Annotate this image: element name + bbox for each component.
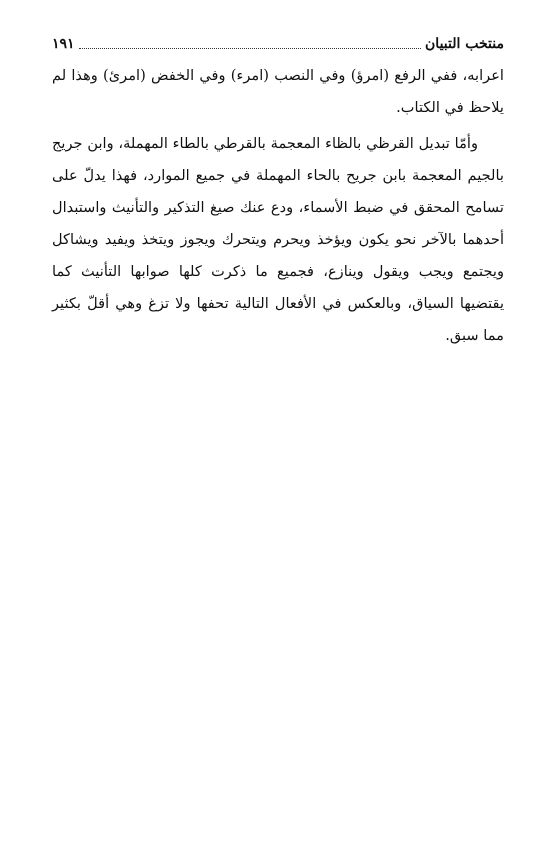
page-number: ١٩١: [52, 36, 75, 52]
running-title: منتخب التبيان: [425, 36, 504, 52]
book-page: [52, 30, 504, 352]
body-text: [52, 60, 504, 352]
paragraph-1: اعرابه، ففي الرفع (امرؤ) وفي النصب (امرء) وفي الخفض (امرئ) وهذا لم يلاحظ في الكتاب.: [52, 67, 504, 116]
dotted-leader: [79, 48, 421, 49]
paragraph-2: وأمّا تبديل القرظي بالظاء المعجمة بالقرطي بالطاء المهملة، وابن جريج بالجيم المعجمة بابن جريح بالحاء المهملة في جميع الموارد، فهذا يدلّ على تسامح المحقق في ضبط الأسماء، ودع عنك صيغ التذكير والتأنيث واستبدال أحدهما بالآخر نحو يكون ويؤخذ ويحرم ويتحرك ويجوز ويتخذ ويفيد ويشاكل ويجتمع ويجب ويقول وينازع، فجميع ما ذكرت كلها صوابها التأنيث كما يقتضيها السياق، وبالعكس في الأفعال التالية تحفها ولا تزغ وهي أقلّ بكثير مما سبق.: [52, 135, 504, 344]
running-header: [52, 30, 504, 54]
